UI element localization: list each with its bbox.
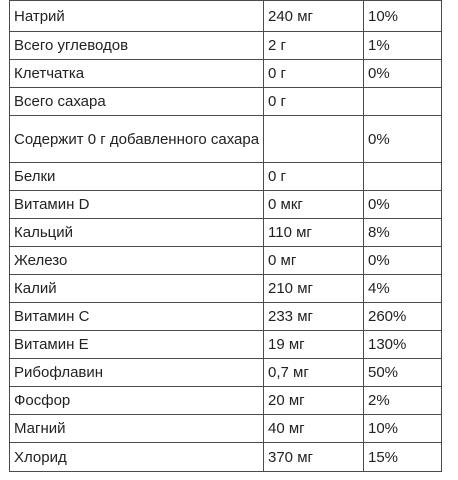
nutrient-daily-value: 10% [364, 415, 442, 443]
nutrient-daily-value: 50% [364, 359, 442, 387]
table-row [10, 219, 442, 247]
nutrient-daily-value: 0% [364, 191, 442, 219]
table-row [10, 275, 442, 303]
nutrient-name: Витамин D [10, 191, 264, 219]
nutrient-amount: 0 г [264, 163, 364, 191]
table-row [10, 1, 442, 32]
nutrient-amount: 40 мг [264, 415, 364, 443]
nutrient-amount: 20 мг [264, 387, 364, 415]
nutrition-table [9, 0, 442, 472]
nutrient-amount: 0 г [264, 88, 364, 116]
table-row [10, 60, 442, 88]
nutrient-daily-value [364, 88, 442, 116]
nutrient-daily-value: 1% [364, 32, 442, 60]
nutrient-amount: 240 мг [264, 1, 364, 32]
table-row [10, 88, 442, 116]
table-row [10, 163, 442, 191]
nutrient-name: Железо [10, 247, 264, 275]
nutrient-amount: 110 мг [264, 219, 364, 247]
table-row [10, 359, 442, 387]
nutrient-name: Витамин C [10, 303, 264, 331]
nutrient-daily-value: 130% [364, 331, 442, 359]
nutrient-daily-value: 2% [364, 387, 442, 415]
table-row [10, 387, 442, 415]
nutrient-name: Калий [10, 275, 264, 303]
nutrient-amount: 0 г [264, 60, 364, 88]
nutrient-name: Клетчатка [10, 60, 264, 88]
table-row [10, 415, 442, 443]
nutrient-name: Фосфор [10, 387, 264, 415]
nutrient-amount: 19 мг [264, 331, 364, 359]
nutrient-name: Всего углеводов [10, 32, 264, 60]
table-row [10, 32, 442, 60]
nutrient-name: Магний [10, 415, 264, 443]
nutrient-name: Всего сахара [10, 88, 264, 116]
table-row [10, 247, 442, 275]
nutrient-amount: 233 мг [264, 303, 364, 331]
nutrient-amount: 210 мг [264, 275, 364, 303]
nutrient-daily-value [364, 163, 442, 191]
table-row [10, 303, 442, 331]
nutrient-amount: 370 мг [264, 443, 364, 472]
nutrient-daily-value: 260% [364, 303, 442, 331]
nutrient-name: Кальций [10, 219, 264, 247]
nutrient-daily-value: 10% [364, 1, 442, 32]
nutrient-name: Белки [10, 163, 264, 191]
nutrient-daily-value: 15% [364, 443, 442, 472]
nutrient-daily-value: 8% [364, 219, 442, 247]
table-row [10, 116, 442, 163]
nutrient-daily-value: 0% [364, 60, 442, 88]
nutrient-name: Рибофлавин [10, 359, 264, 387]
table-row [10, 191, 442, 219]
nutrient-amount [264, 116, 364, 163]
nutrient-name: Натрий [10, 1, 264, 32]
nutrient-daily-value: 4% [364, 275, 442, 303]
nutrient-amount: 0 мкг [264, 191, 364, 219]
nutrient-amount: 2 г [264, 32, 364, 60]
nutrient-daily-value: 0% [364, 247, 442, 275]
table-row [10, 331, 442, 359]
nutrient-name: Витамин E [10, 331, 264, 359]
nutrient-name: Хлорид [10, 443, 264, 472]
nutrient-daily-value: 0% [364, 116, 442, 163]
nutrient-name: Содержит 0 г добавленного сахара [10, 116, 264, 163]
table-row [10, 443, 442, 472]
nutrient-amount: 0 мг [264, 247, 364, 275]
nutrition-table-body [10, 1, 442, 472]
nutrient-amount: 0,7 мг [264, 359, 364, 387]
